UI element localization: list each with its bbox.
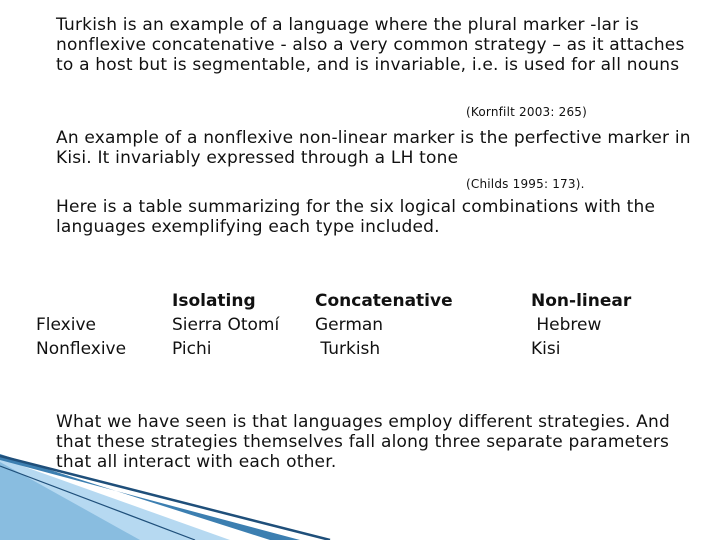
paragraph-turkish-plural: Turkish is an example of a language where the plural marker -lar is nonflexive concatenative - also a very common strategy – as it attaches to a host but is segmentable, and is invariable, i.e. is used for all nouns <box>56 15 685 75</box>
row-label-nonflexive: Nonflexive <box>36 339 127 359</box>
cell-non-linear-flexive: Hebrew <box>531 315 602 335</box>
row-label-flexive: Flexive <box>36 315 96 335</box>
cell-concatenative-nonflexive: Turkish <box>315 339 381 359</box>
paragraph-conclusion: What we have seen is that languages employ different strategies. And that these strategies themselves fall along three separate parameters that all interact with each other. <box>56 412 670 472</box>
cell-isolating-nonflexive: Pichi <box>172 339 212 359</box>
citation-childs: (Childs 1995: 173). <box>466 177 585 191</box>
column-header-non-linear: Non-linear <box>531 291 632 311</box>
paragraph-kisi-perfective: An example of a nonflexive non-linear marker is the perfective marker in Kisi. It invariably expressed through a LH tone <box>56 128 691 168</box>
cell-non-linear-nonflexive: Kisi <box>531 339 561 359</box>
paragraph-table-intro: Here is a table summarizing for the six logical combinations with the languages exemplifying each type included. <box>56 197 656 237</box>
column-header-concatenative: Concatenative <box>315 291 453 311</box>
cell-isolating-flexive: Sierra Otomí <box>172 315 280 335</box>
citation-kornfilt: (Kornfilt 2003: 265) <box>466 105 588 119</box>
column-header-isolating: Isolating <box>172 291 256 311</box>
cell-concatenative-flexive: German <box>315 315 384 335</box>
